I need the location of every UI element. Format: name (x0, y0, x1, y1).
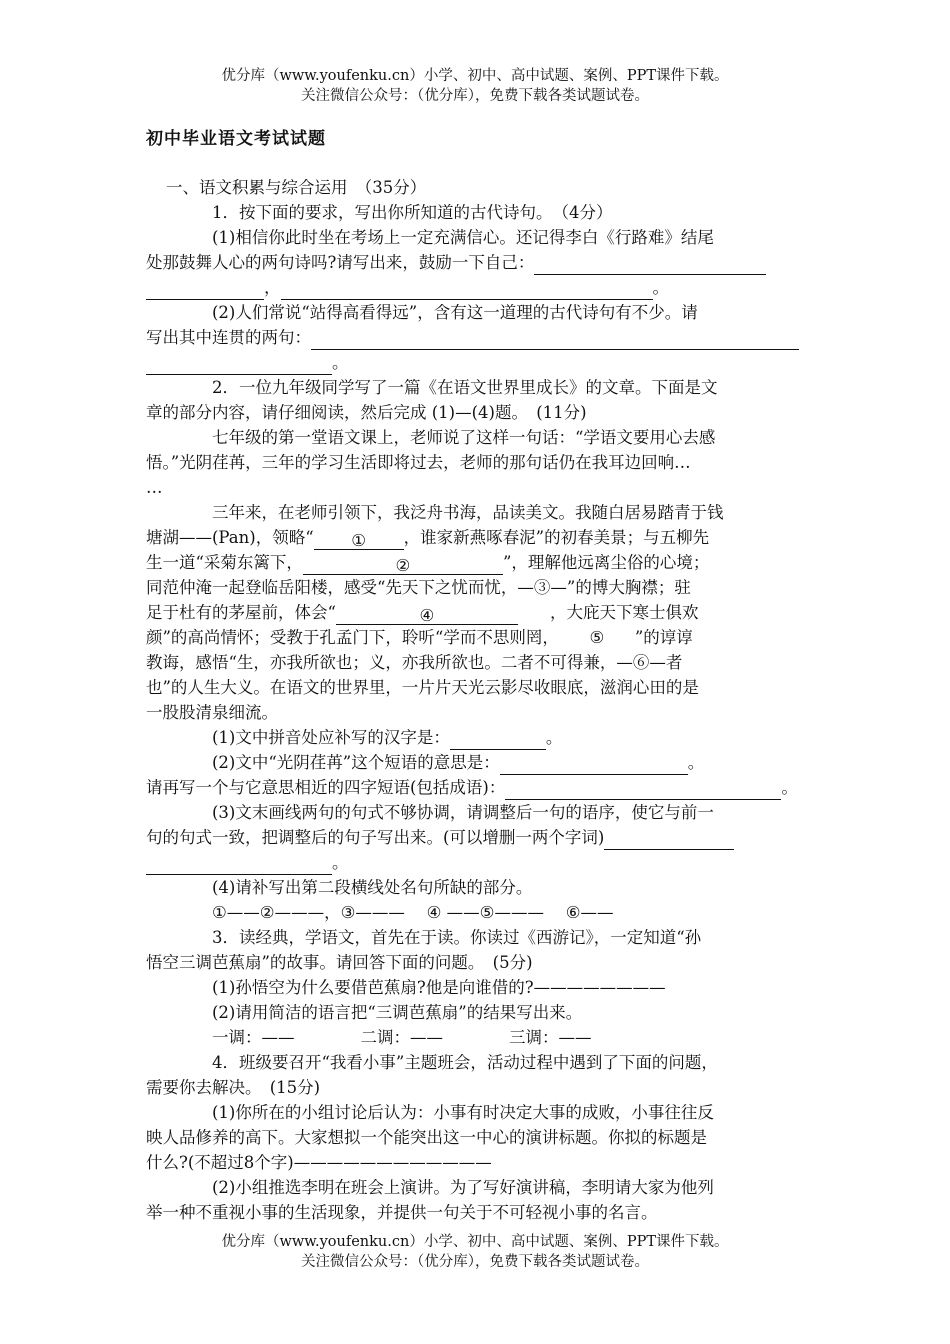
answer-blank[interactable] (500, 754, 688, 775)
text-line: 一股股清泉细流。 (146, 703, 278, 722)
text-line (212, 726, 562, 750)
text-line: 也”的人生大义。在语文的世界里，一片片天光云影尽收眼底，滋润心田的是 (146, 678, 699, 697)
page-title: 初中毕业语文考试试题 (146, 129, 326, 149)
text-line (146, 351, 349, 375)
section-heading: 一、语文积累与综合运用 （35分） (166, 178, 427, 197)
text-line: 悟。”光阴荏苒，三年的学习生活即将过去，老师的那句话仍在我耳边回响… (146, 453, 691, 472)
fill-blank-4[interactable]: ④ (336, 604, 518, 625)
text-span: 三调：—— (509, 1028, 592, 1047)
text-span: 请再写一个与它意思相近的四字短语(包括成语)： (146, 778, 506, 797)
text-span: (2)文中“光阴荏苒”这个短语的意思是： (212, 753, 500, 772)
text-line: (1)你所在的小组讨论后认为：小事有时决定大事的成败，小事往往反 (212, 1103, 714, 1122)
text-span: ”，理解他远离尘俗的心境； (502, 553, 710, 572)
text-line (146, 326, 799, 350)
text-line (146, 851, 349, 875)
answer-blank[interactable] (450, 729, 546, 750)
text-span: 一调：—— (212, 1028, 295, 1047)
text-span: 生一道“采菊东篱下， (146, 553, 303, 572)
text-line: 七年级的第一堂语文课上，老师说了这样一句话：“学语文要用心去感 (212, 428, 716, 447)
text-span: 足于杜有的茅屋前，体会“ (146, 603, 336, 622)
text-line: 什么?(不超过8个字)———————————— (146, 1153, 492, 1172)
footer-line-1: 优分库（www.youfenku.cn）小学、初中、高中试题、案例、PPT课件下载。 (221, 1234, 729, 1250)
text-line: (2)请用简洁的语言把“三调芭蕉扇”的结果写出来。 (212, 1003, 583, 1022)
fill-blank-2[interactable]: ② (303, 554, 503, 575)
answer-blank[interactable] (604, 829, 734, 850)
text-line (146, 251, 766, 275)
answer-blank[interactable] (281, 279, 653, 300)
footer-line-2: 关注微信公众号：（优分库），免费下载各类试题试卷。 (301, 1254, 649, 1270)
text-span: 。 (332, 853, 349, 872)
text-span: 。 (687, 753, 705, 772)
question-4: 4．班级要召开“我看小事”主题班会，活动过程中遇到了下面的问题， (212, 1053, 718, 1072)
text-line: (1)孙悟空为什么要借芭蕉扇?他是向谁借的?———————— (212, 978, 666, 997)
text-line (146, 626, 693, 650)
text-line: 悟空三调芭蕉扇”的故事。请回答下面的问题。 (5分) (146, 953, 533, 972)
text-line: 三年来，在老师引领下，我泛舟书海，品读美文。我随白居易踏青于钱 (212, 503, 724, 522)
text-span: ”的谆谆 (634, 628, 693, 647)
question-1: 1．按下面的要求，写出你所知道的古代诗句。 （4分） (212, 203, 613, 222)
text-line (146, 776, 798, 800)
text-line (146, 276, 669, 300)
text-span: 。 (652, 278, 669, 297)
text-line: 章的部分内容，请仔细阅读，然后完成 (1)—(4)题。 (11分) (146, 403, 587, 422)
question-3: 3．读经典，学语文，首先在于读。你读过《西游记》，一定知道“孙 (212, 928, 702, 947)
header-line-1: 优分库（www.youfenku.cn）小学、初中、高中试题、案例、PPT课件下载。 (221, 68, 729, 84)
text-line (212, 1026, 592, 1050)
text-span: 二调：—— (360, 1028, 443, 1047)
text-span: ，谁家新燕啄春泥”的初春美景；与五柳先 (403, 528, 710, 547)
text-line: 同范仲淹一起登临岳阳楼，感受“先天下之忧而忧，—③—”的博大胸襟；驻 (146, 578, 691, 597)
text-line: (2)人们常说“站得高看得远”，含有这一道理的古代诗句有不少。请 (212, 303, 698, 322)
text-line (146, 551, 709, 575)
text-line (146, 601, 698, 625)
text-line: 举一种不重视小事的生活现象，并提供一句关于不可轻视小事的名言。 (146, 1203, 658, 1222)
text-line: (3)文末画线两句的句式不够协调，请调整后一句的语序，使它与前一 (212, 803, 714, 822)
fill-blank-5[interactable]: ⑤ (589, 628, 605, 647)
text-line: (2)小组推选李明在班会上演讲。为了写好演讲稿，李明请大家为他列 (212, 1178, 714, 1197)
text-line (146, 826, 734, 850)
answer-blank[interactable] (311, 329, 799, 350)
text-span: 处那鼓舞人心的两句诗吗?请写出来，鼓励一下自己： (146, 253, 535, 272)
text-line: 教诲，感悟“生，亦我所欲也；义，亦我所欲也。二者不可得兼，—⑥—者 (146, 653, 683, 672)
answer-blank[interactable] (534, 254, 766, 275)
text-span: ，大庇天下寒士俱欢 (549, 603, 699, 622)
text-span: 。 (332, 353, 349, 372)
text-span: 句的句式一致，把调整后的句子写出来。(可以增删一两个字词) (146, 828, 605, 847)
text-line: … (146, 478, 163, 497)
text-span: 颜”的高尚情怀；受教于孔孟门下，聆听“学而不思则罔， (146, 628, 559, 647)
text-span: ， (264, 278, 281, 297)
answer-blank[interactable] (505, 779, 781, 800)
text-line: (4)请补写出第二段横线处名句所缺的部分。 (212, 878, 533, 897)
text-span: 写出其中连贯的两句： (146, 328, 311, 347)
text-line: ①——②———，③——— ④ ——⑤——— ⑥—— (212, 903, 614, 922)
text-line: 映人品修养的高下。大家想拟一个能突出这一中心的演讲标题。你拟的标题是 (146, 1128, 707, 1147)
text-span: 。 (545, 728, 563, 747)
text-line: 需要你去解决。 (15分) (146, 1078, 321, 1097)
answer-blank[interactable] (146, 354, 332, 375)
text-span: 塘湖——(Pan)，领略“ (146, 528, 314, 547)
answer-blank[interactable] (146, 279, 264, 300)
text-line (212, 751, 704, 775)
text-span: (1)文中拼音处应补写的汉字是： (212, 728, 450, 747)
answer-blank[interactable] (146, 854, 332, 875)
header-line-2: 关注微信公众号：（优分库），免费下载各类试题试卷。 (301, 88, 649, 104)
text-line: (1)相信你此时坐在考场上一定充满信心。还记得李白《行路难》结尾 (212, 228, 714, 247)
question-2: 2．一位九年级同学写了一篇《在语文世界里成长》的文章。下面是文 (212, 378, 718, 397)
text-line (146, 526, 709, 550)
fill-blank-1[interactable]: ① (314, 529, 404, 550)
text-span: 。 (781, 778, 798, 797)
